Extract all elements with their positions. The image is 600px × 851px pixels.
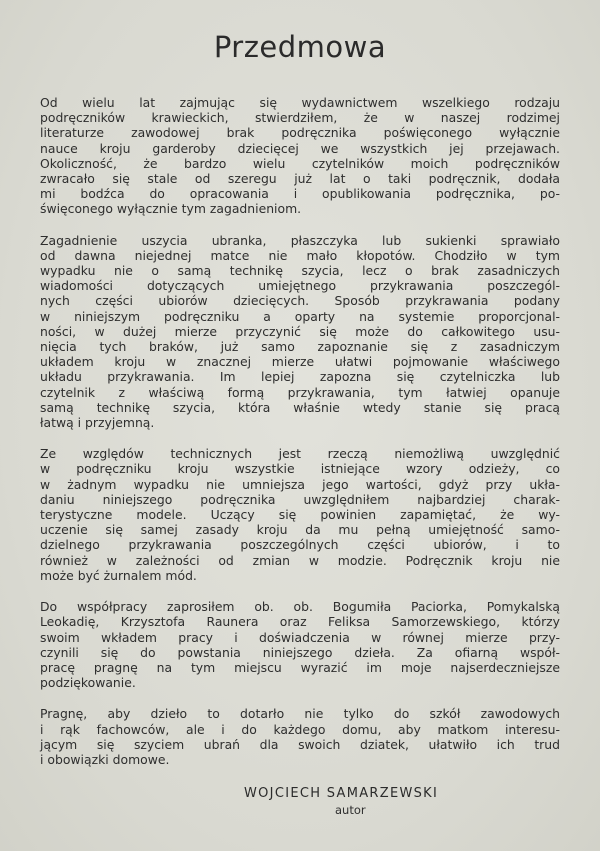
text-line: w niniejszym podręczniku a oparty na systemie proporcjonal- — [40, 308, 560, 324]
text-line: zwracało się stale od szeregu już lat o taki podręcznik, dodała — [40, 171, 560, 187]
text-line: w podręczniku kroju wszystkie istniejące wzory odzieży, co — [40, 461, 560, 477]
text-line: Leokadię, Krzysztofa Raunera oraz Feliksa Samorzewskiego, którzy — [40, 614, 560, 630]
page-title: Przedmowa — [213, 30, 387, 64]
paragraph-4 — [40, 599, 560, 690]
text-line: Ze względów technicznych jest rzeczą niemożliwą uwzględnić — [40, 446, 560, 462]
paragraph-2 — [40, 233, 560, 431]
text-line: podręczników krawieckich, stwierdziłem, że w naszej rodzimej — [40, 110, 560, 126]
author-role: autor — [335, 803, 366, 817]
text-line: nięcia tych braków, już samo zapoznanie się z zasadniczym — [40, 339, 560, 355]
text-line: wypadku nie o samą technikę szycia, lecz o brak zasadniczych — [40, 263, 560, 279]
text-line: i rąk fachowców, ale i do każdego domu, aby matkom interesu- — [40, 721, 560, 737]
text-line: dzielnego przykrawania poszczególnych części ubiorów, i to — [40, 537, 560, 553]
text-line: nauce kroju garderoby dziecięcej we wszystkich jej przejawach. — [40, 140, 560, 156]
text-line: łatwą i przyjemną. — [40, 415, 155, 431]
text-line: swoim wkładem pracy i doświadczenia w równej mierze przy- — [40, 629, 560, 645]
text-line: Do współpracy zaprosiłem ob. ob. Bogumiła Paciorka, Pomykalską — [40, 599, 560, 615]
paragraph-1 — [40, 95, 560, 217]
text-line: czytelnik z właściwą formą przykrawania, tym łatwiej opanuje — [40, 384, 560, 400]
text-line: Zagadnienie uszycia ubranka, płaszczyka lub sukienki sprawiało — [40, 232, 560, 248]
text-line: również w zależności od zmian w modzie. Podręcznik kroju nie — [40, 552, 560, 568]
text-line: samą technikę szycia, która właśnie wtedy stanie się pracą — [40, 399, 560, 415]
text-line: Pragnę, aby dzieło to dotarło nie tylko do szkół zawodowych — [40, 706, 560, 722]
text-line: układu przykrawania. Im lepiej zapozna się czytelniczka lub — [40, 369, 560, 385]
text-line: pracę pragnę na tym miejscu wyrazić im moje najserdeczniejsze — [40, 659, 560, 675]
text-line: podziękowanie. — [40, 675, 136, 691]
text-line: terystyczne modele. Uczący się powinien zapamiętać, że wy- — [40, 507, 560, 523]
text-line: nych części ubiorów dziecięcych. Sposób przykrawania podany — [40, 293, 560, 309]
text-line: jącym się szyciem ubrań dla swoich dziatek, ułatwiło ich trud — [40, 736, 560, 752]
text-line: literaturze zawodowej brak podręcznika poświęconego wyłącznie — [40, 125, 560, 141]
author-name: WOJCIECH SAMARZEWSKI — [244, 786, 439, 801]
text-line: Okoliczność, że bardzo wielu czytelników moich podręczników — [40, 155, 560, 171]
text-line: wiadomości dotyczących umiejętnego przykrawania poszczegól- — [40, 278, 560, 294]
text-line: czynili się do powstania niniejszego dzieła. Za ofiarną współ- — [40, 644, 560, 660]
paragraph-3 — [40, 446, 560, 583]
text-line: Od wielu lat zajmując się wydawnictwem wszelkiego rodzaju — [40, 95, 560, 110]
text-line: i obowiązki domowe. — [40, 751, 170, 767]
text-line: układem kroju w znacznej mierze ułatwi pojmowanie właściwego — [40, 354, 560, 370]
preface-body — [40, 95, 560, 783]
text-line: od dawna niejednej matce nie mało kłopotów. Chodziło w tym — [40, 247, 560, 263]
text-line: może być żurnalem mód. — [40, 567, 197, 583]
text-line: daniu niniejszego podręcznika uwzględniłem najbardziej charak- — [40, 491, 560, 507]
text-line: święconego wyłącznie tym zagadnieniom. — [40, 201, 302, 217]
text-line: ności, w dużej mierze przyczynić się może do całkowitego usu- — [40, 323, 560, 339]
paragraph-5 — [40, 706, 560, 767]
text-line: mi bodźca do opracowania i opublikowania podręcznika, po- — [40, 186, 560, 202]
text-line: uczenie się samej zasady kroju da mu pełną umiejętność samo- — [40, 522, 560, 538]
text-line: w żadnym wypadku nie umniejsza jego wartości, gdyż przy ukła- — [40, 476, 560, 492]
